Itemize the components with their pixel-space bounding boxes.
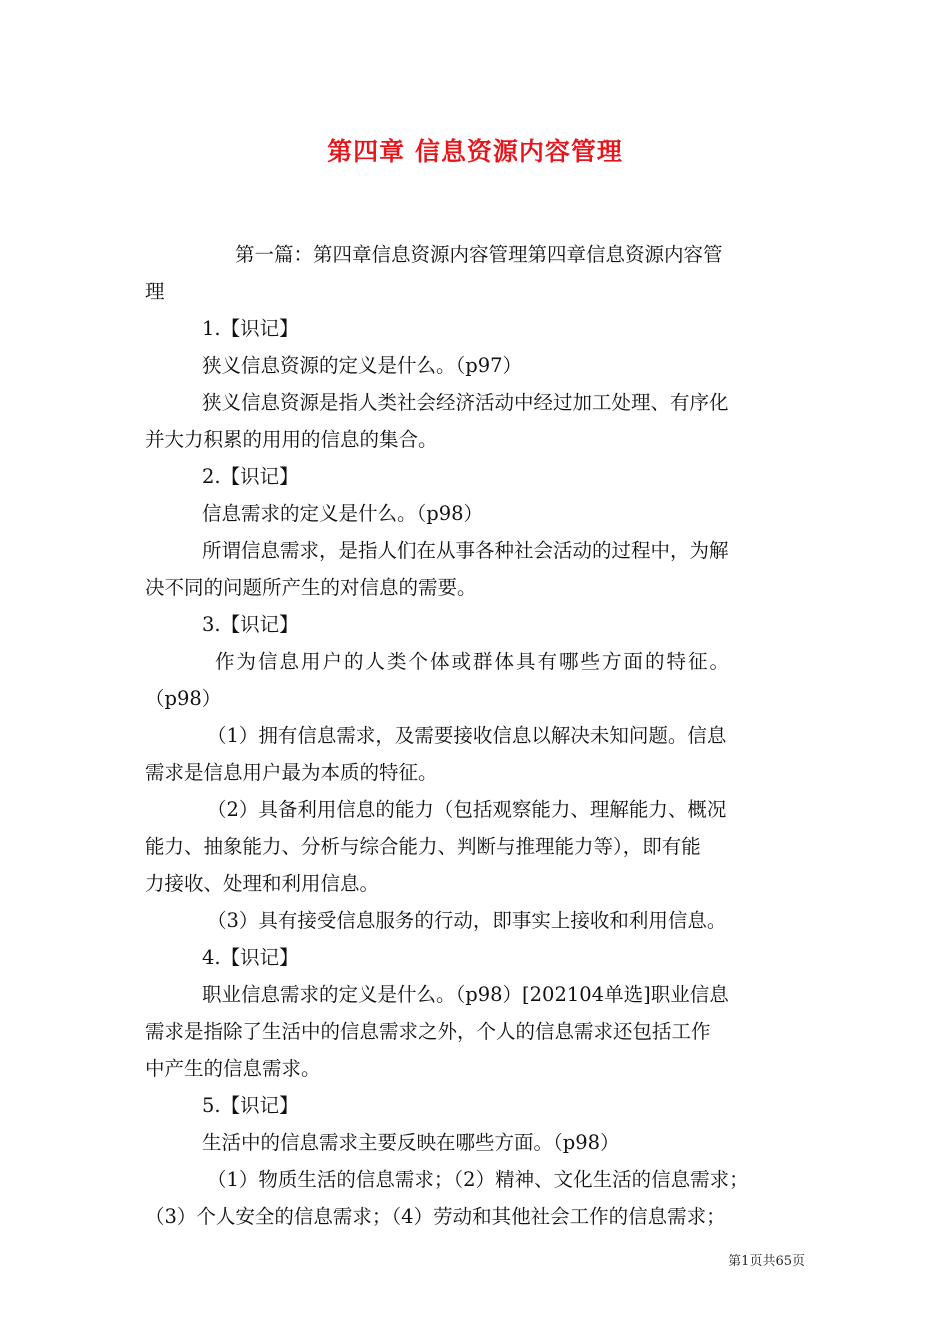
- section-1-question: 狭义信息资源的定义是什么。（p97）: [202, 354, 523, 377]
- section-3-question-line-2: （p98）: [145, 687, 222, 710]
- section-2-answer-line-1: 所谓信息需求，是指人们在从事各种社会活动的过程中，为解: [202, 539, 729, 562]
- section-3-question-line-1: 作为信息用户的人类个体或群体具有哪些方面的特征。: [215, 650, 732, 673]
- section-4-heading: 4.【识记】: [202, 946, 299, 969]
- section-3-item-1-line-1: （1）拥有信息需求，及需要接收信息以解决未知问题。信息: [207, 724, 727, 747]
- document-body: [145, 236, 805, 1235]
- section-3-item-3: （3）具有接受信息服务的行动，即事实上接收和利用信息。: [207, 909, 727, 932]
- section-3-heading: 3.【识记】: [202, 613, 299, 636]
- section-4-line-2: 需求是指除了生活中的信息需求之外，个人的信息需求还包括工作: [145, 1020, 711, 1043]
- paragraph-intro-line-1: 第一篇：第四章信息资源内容管理第四章信息资源内容管: [235, 243, 723, 266]
- section-3-item-1-line-2: 需求是信息用户最为本质的特征。: [145, 761, 438, 784]
- section-2-question: 信息需求的定义是什么。（p98）: [202, 502, 484, 525]
- paragraph-intro-line-2: 理: [145, 280, 165, 303]
- section-3-item-2-line-2: 能力、抽象能力、分析与综合能力、判断与推理能力等），即有能: [145, 835, 701, 858]
- section-1-answer-line-1: 狭义信息资源是指人类社会经济活动中经过加工处理、有序化: [202, 391, 729, 414]
- section-2-heading: 2.【识记】: [202, 465, 299, 488]
- section-5-heading: 5.【识记】: [202, 1094, 299, 1117]
- section-1-answer-line-2: 并大力积累的用用的信息的集合。: [145, 428, 438, 451]
- chapter-title: 第四章 信息资源内容管理: [327, 137, 623, 166]
- section-3-item-2-line-1: （2）具备利用信息的能力（包括观察能力、理解能力、概况: [207, 798, 727, 821]
- section-1-heading: 1.【识记】: [202, 317, 299, 340]
- section-5-question: 生活中的信息需求主要反映在哪些方面。（p98）: [202, 1131, 620, 1154]
- section-4-line-3: 中产生的信息需求。: [145, 1057, 321, 1080]
- page-number-footer: 第1页共65页: [728, 1254, 805, 1269]
- section-5-items-line-2: （3）个人安全的信息需求；（4）劳动和其他社会工作的信息需求；: [145, 1205, 726, 1228]
- section-5-items-line-1: （1）物质生活的信息需求；（2）精神、文化生活的信息需求；: [207, 1168, 749, 1191]
- section-2-answer-line-2: 决不同的问题所产生的对信息的需要。: [145, 576, 477, 599]
- section-3-item-2-line-3: 力接收、处理和利用信息。: [145, 872, 380, 895]
- section-4-line-1: 职业信息需求的定义是什么。（p98）[202104单选]职业信息: [202, 983, 729, 1006]
